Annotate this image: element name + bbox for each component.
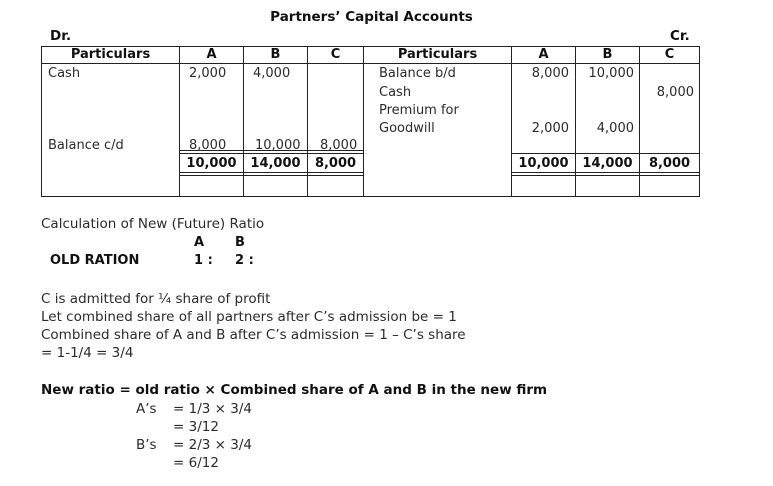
left-total-b: 14,000	[250, 156, 301, 171]
b-share-line: = 2/3 × 3/4	[173, 437, 252, 453]
right-total-a: 10,000	[518, 156, 569, 171]
header-right-c: C	[664, 47, 675, 62]
right-row-c: 8,000	[656, 85, 694, 100]
b-share-label: B’s	[136, 437, 157, 453]
capital-accounts-table	[41, 46, 700, 197]
header-left-b: B	[270, 47, 281, 62]
new-ratio-heading: New ratio = old ratio × Combined share of A and B in the new firm	[41, 382, 548, 398]
a-share-label: A’s	[136, 401, 157, 417]
left-row-particulars: Balance c/d	[48, 138, 124, 153]
old-ratio-b: 2 :	[235, 253, 254, 268]
header-right-particulars: Particulars	[397, 47, 478, 62]
page-title: Partners’ Capital Accounts	[270, 9, 473, 25]
header-left-particulars: Particulars	[70, 47, 151, 62]
right-row-particulars: Cash	[379, 85, 412, 100]
left-row-a: 2,000	[189, 66, 227, 81]
left-row-b: 4,000	[253, 66, 291, 81]
left-row-b: 10,000	[255, 138, 301, 153]
debit-label: Dr.	[50, 28, 72, 44]
old-ratio-label: OLD RATION	[50, 253, 140, 268]
admission-line: Let combined share of all partners after C’s admission be = 1	[41, 309, 457, 325]
right-row-a: 8,000	[531, 66, 569, 81]
right-total-b: 14,000	[582, 156, 633, 171]
left-row-a: 8,000	[189, 138, 227, 153]
left-row-particulars: Cash	[48, 66, 81, 81]
old-ratio-a: 1 :	[194, 253, 213, 268]
header-right-a: A	[538, 47, 549, 62]
header-left-a: A	[206, 47, 217, 62]
header-right-b: B	[602, 47, 613, 62]
calc-col-a: A	[194, 235, 205, 250]
admission-line: C is admitted for ¼ share of profit	[41, 291, 271, 307]
right-row-particulars: Goodwill	[379, 121, 435, 136]
b-share-line: = 6/12	[173, 455, 219, 471]
a-share-line: = 1/3 × 3/4	[173, 401, 252, 417]
left-row-c: 8,000	[320, 138, 358, 153]
left-total-c: 8,000	[314, 156, 357, 171]
calc-col-b: B	[235, 235, 245, 250]
right-total-c: 8,000	[648, 156, 691, 171]
credit-label: Cr.	[670, 28, 690, 44]
admission-line: Combined share of A and B after C’s admission = 1 – C’s share	[41, 327, 466, 343]
admission-line: = 1-1/4 = 3/4	[41, 345, 134, 361]
header-left-c: C	[330, 47, 341, 62]
calc-heading: Calculation of New (Future) Ratio	[41, 216, 265, 232]
right-row-b: 10,000	[588, 66, 634, 81]
left-total-a: 10,000	[186, 156, 237, 171]
right-row-particulars: Premium for	[379, 103, 459, 118]
right-row-b: 4,000	[596, 121, 634, 136]
right-row-a: 2,000	[531, 121, 569, 136]
right-row-particulars: Balance b/d	[379, 66, 456, 81]
a-share-line: = 3/12	[173, 419, 219, 435]
